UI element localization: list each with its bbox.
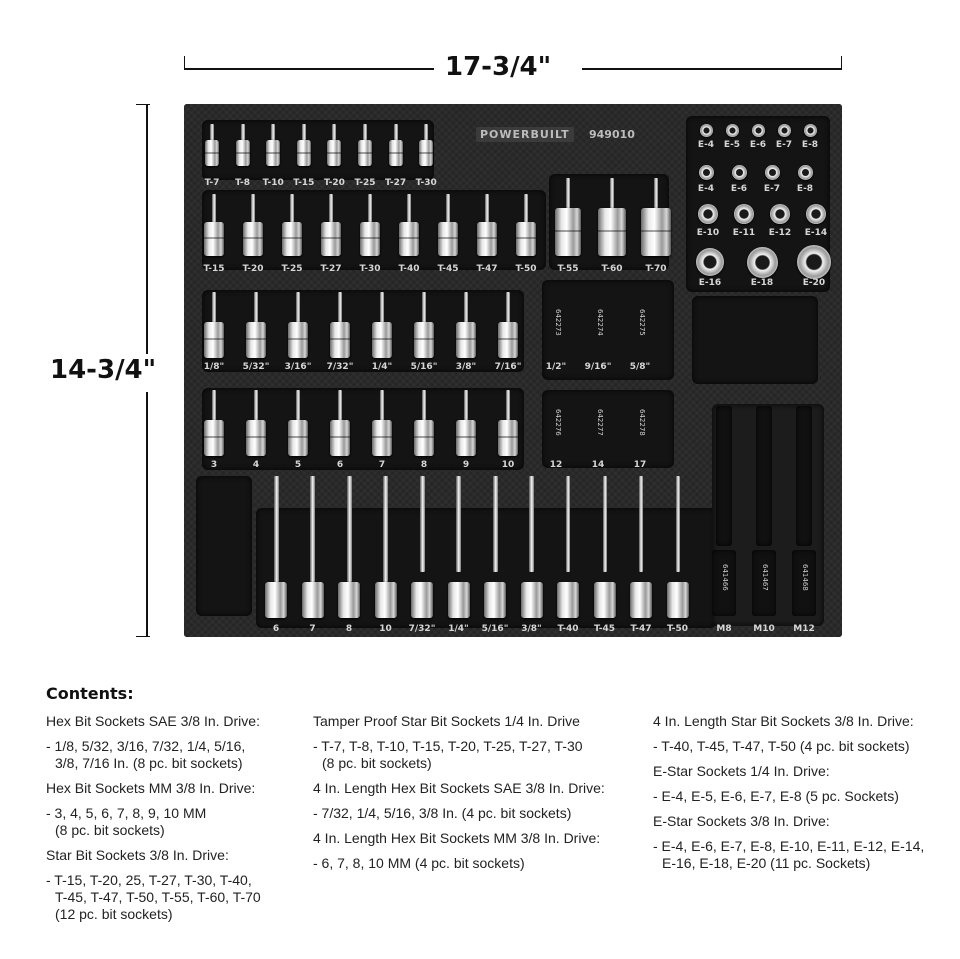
slot-code: 641466 — [721, 564, 729, 591]
foam-tray — [184, 104, 842, 637]
star-bit-groove — [438, 237, 458, 239]
slot-code: 642276 — [554, 409, 562, 436]
long-empty-groove — [716, 406, 732, 546]
bit-label: T-47 — [630, 624, 652, 634]
bit-label: 7/32" — [408, 624, 436, 634]
contents-column-2 — [313, 713, 633, 872]
e-star-socket — [806, 204, 826, 224]
e-star-socket — [698, 204, 718, 224]
slot-code: 641467 — [761, 564, 769, 591]
contents-heading: Tamper Proof Star Bit Sockets 1/4 In. Drive — [313, 713, 580, 729]
bit-label: 3 — [210, 460, 218, 470]
bit-label: 5 — [294, 460, 302, 470]
hex-sae-bit-shank — [338, 292, 342, 326]
long-bit-socket — [594, 582, 616, 618]
contents-line: - T-7, T-8, T-10, T-15, T-20, T-25, T-27, T-30 — [313, 738, 583, 754]
tamper-star-bit-groove — [205, 152, 219, 154]
contents-line: T-45, T-47, T-50, T-55, T-60, T-70 — [55, 889, 261, 905]
contents-column-3 — [653, 713, 953, 872]
star-bit-shank — [212, 194, 216, 224]
star-bit-groove — [360, 237, 380, 239]
hex-sae-bit-shank — [296, 292, 300, 326]
bit-label: 8 — [420, 460, 428, 470]
long-bit-shank — [529, 476, 534, 572]
bit-label: E-16 — [698, 278, 722, 288]
hex-mm-bit-groove — [414, 436, 434, 438]
bit-label: 3/16" — [284, 362, 312, 372]
bit-label: E-10 — [696, 228, 720, 238]
contents-item — [313, 805, 633, 822]
hex-mm-bit-shank — [380, 390, 384, 424]
long-bit-socket — [557, 582, 579, 618]
bit-label: T-45 — [593, 624, 616, 634]
long-bit-socket — [411, 582, 433, 618]
bit-label: E-7 — [763, 184, 781, 194]
slot-code: 642278 — [638, 409, 646, 436]
star-bit-shank — [251, 194, 255, 224]
long-bit-socket — [375, 582, 397, 618]
bit-label: E-7 — [775, 140, 793, 150]
contents-heading: 4 In. Length Star Bit Sockets 3/8 In. Drive: — [653, 713, 914, 729]
long-empty-groove — [796, 406, 812, 546]
bit-label: E-4 — [697, 140, 715, 150]
contents-line: - 1/8, 5/32, 3/16, 7/32, 1/4, 5/16, — [46, 738, 246, 754]
bit-label: E-6 — [749, 140, 767, 150]
bit-label: T-15 — [293, 178, 315, 188]
slot-code: 641468 — [801, 564, 809, 591]
bit-label: 3/8" — [521, 624, 542, 634]
hex-mm-bit-groove — [246, 436, 266, 438]
tamper-star-bit-groove — [327, 152, 341, 154]
contents-heading: E-Star Sockets 3/8 In. Drive: — [653, 813, 830, 829]
bit-label: T-55 — [557, 264, 579, 274]
hex-sae-bit-groove — [498, 338, 518, 340]
e-star-socket — [734, 204, 754, 224]
contents-item — [46, 805, 296, 839]
contents-item — [653, 738, 953, 755]
hex-mm-bit-shank — [422, 390, 426, 424]
bit-label: 6 — [336, 460, 344, 470]
hex-mm-bit-shank — [296, 390, 300, 424]
long-bit-socket — [484, 582, 506, 618]
long-bit-shank — [310, 476, 315, 582]
bit-label: T-40 — [398, 264, 420, 274]
contents-item — [313, 855, 633, 872]
star-bit-shank — [329, 194, 333, 224]
bit-label: 5/32" — [242, 362, 270, 372]
star-bit-groove — [243, 237, 263, 239]
bit-label: 12 — [549, 460, 563, 470]
long-empty-groove — [756, 406, 772, 546]
contents-line: (8 pc. bit sockets) — [55, 822, 165, 838]
bit-label: 5/16" — [410, 362, 438, 372]
e-star-socket — [778, 124, 791, 137]
bit-label: T-30 — [359, 264, 381, 274]
contents-line: - 7/32, 1/4, 5/16, 3/8 In. (4 pc. bit sockets) — [313, 805, 572, 821]
hex-mm-bit-shank — [464, 390, 468, 424]
bit-label: 7 — [309, 624, 316, 634]
star-bit-shank — [610, 178, 614, 210]
e-star-socket — [699, 165, 714, 180]
star-bit-socket — [641, 208, 671, 256]
e-star-socket — [747, 247, 778, 278]
bit-label: E-14 — [804, 228, 828, 238]
bit-label: T-27 — [320, 264, 342, 274]
bit-label: E-18 — [750, 278, 774, 288]
contents-line: - E-4, E-6, E-7, E-8, E-10, E-11, E-12, E-14, — [653, 838, 925, 854]
tamper-star-bit-groove — [236, 152, 250, 154]
bit-label: 9 — [462, 460, 470, 470]
contents-heading: Hex Bit Sockets SAE 3/8 In. Drive: — [46, 713, 260, 729]
star-bit-groove — [598, 230, 626, 232]
hex-sae-bit-shank — [506, 292, 510, 326]
e-star-socket — [732, 165, 747, 180]
contents-line: - 3, 4, 5, 6, 7, 8, 9, 10 MM — [46, 805, 207, 821]
hex-sae-bit-shank — [212, 292, 216, 326]
bit-label: 5/16" — [481, 624, 509, 634]
hex-sae-bit-shank — [422, 292, 426, 326]
bit-label: T-45 — [437, 264, 459, 274]
long-bit-shank — [456, 476, 461, 572]
long-bit-shank — [383, 476, 388, 582]
bit-label: E-12 — [768, 228, 792, 238]
tamper-star-bit-groove — [297, 152, 311, 154]
bit-label: T-25 — [354, 178, 376, 188]
hex-sae-bit-groove — [330, 338, 350, 340]
star-bit-shank — [407, 194, 411, 224]
contents-line: (8 pc. bit sockets) — [322, 755, 432, 771]
e-star-socket — [700, 124, 713, 137]
star-bit-shank — [524, 194, 528, 224]
hex-sae-bit-groove — [204, 338, 224, 340]
e-star-socket — [770, 204, 790, 224]
contents-line: - T-40, T-45, T-47, T-50 (4 pc. bit sockets) — [653, 738, 910, 754]
star-bit-shank — [485, 194, 489, 224]
bit-label: T-27 — [385, 178, 407, 188]
long-bit-socket — [448, 582, 470, 618]
bit-label: 7 — [378, 460, 386, 470]
bit-label: 6 — [272, 624, 280, 634]
bit-label: T-7 — [204, 178, 220, 188]
contents-title: Contents: — [46, 684, 134, 703]
contents-line: 3/8, 7/16 In. (8 pc. bit sockets) — [55, 755, 243, 771]
bit-label: T-30 — [415, 178, 437, 188]
bit-label: E-8 — [801, 140, 819, 150]
hex-sae-bit-groove — [414, 338, 434, 340]
bit-label: T-60 — [601, 264, 623, 274]
hex-sae-bit-groove — [288, 338, 308, 340]
brand-logo: POWERBUILT — [476, 127, 574, 142]
bit-label: 7/16" — [494, 362, 522, 372]
bit-label: 7/32" — [326, 362, 354, 372]
bit-label: T-50 — [666, 624, 689, 634]
long-bit-socket — [667, 582, 689, 618]
bit-label: 3/8" — [455, 362, 477, 372]
e-star-socket — [765, 165, 780, 180]
tamper-star-bit-groove — [266, 152, 280, 154]
tamper-star-bit-groove — [419, 152, 433, 154]
e-star-socket — [726, 124, 739, 137]
long-bit-socket — [521, 582, 543, 618]
height-label: 14-3/4" — [50, 355, 157, 385]
bit-label: E-8 — [796, 184, 814, 194]
contents-item — [46, 738, 296, 772]
width-label: 17-3/4" — [445, 52, 552, 82]
bit-label: T-20 — [323, 178, 345, 188]
bit-label: M12 — [793, 624, 815, 634]
bit-label: E-11 — [732, 228, 756, 238]
bit-label: E-6 — [730, 184, 748, 194]
e-star-socket — [798, 165, 813, 180]
hex-sae-bit-shank — [254, 292, 258, 326]
bit-label: T-15 — [203, 264, 225, 274]
star-bit-groove — [282, 237, 302, 239]
contents-line: - 6, 7, 8, 10 MM (4 pc. bit sockets) — [313, 855, 525, 871]
e-star-socket — [797, 245, 831, 279]
e-star-socket — [752, 124, 765, 137]
star-bit-shank — [446, 194, 450, 224]
contents-line: - T-15, T-20, 25, T-27, T-30, T-40, — [46, 872, 252, 888]
tamper-star-bit-groove — [358, 152, 372, 154]
long-bit-shank — [676, 476, 680, 572]
bit-label: 1/4" — [371, 362, 393, 372]
contents-column-1 — [46, 713, 296, 923]
contents-heading: Hex Bit Sockets MM 3/8 In. Drive: — [46, 780, 256, 796]
contents-heading: 4 In. Length Hex Bit Sockets MM 3/8 In. Drive: — [313, 830, 601, 846]
star-bit-groove — [204, 237, 224, 239]
hex-sae-bit-shank — [464, 292, 468, 326]
bit-label: E-4 — [697, 184, 715, 194]
hex-mm-bit-groove — [498, 436, 518, 438]
bit-label: E-20 — [802, 278, 826, 288]
hex-sae-bit-groove — [372, 338, 392, 340]
star-bit-groove — [477, 237, 497, 239]
bit-label: T-8 — [235, 178, 251, 188]
long-bit-socket — [265, 582, 287, 618]
bit-label: 5/8" — [629, 362, 651, 372]
bit-label: E-5 — [723, 140, 741, 150]
bit-label: 1/2" — [545, 362, 567, 372]
star-bit-groove — [399, 237, 419, 239]
hex-sae-bit-groove — [456, 338, 476, 340]
star-bit-shank — [566, 178, 570, 210]
contents-line: (12 pc. bit sockets) — [55, 906, 173, 922]
bit-label: T-70 — [645, 264, 667, 274]
empty-pocket — [692, 296, 818, 384]
long-bit-shank — [420, 476, 425, 572]
star-bit-groove — [555, 230, 581, 232]
slot-code: 642275 — [638, 309, 646, 336]
bit-label: 1/8" — [203, 362, 225, 372]
hex-mm-bit-shank — [212, 390, 216, 424]
slot-code: 642274 — [596, 309, 604, 336]
long-bit-shank — [603, 476, 607, 572]
long-bit-socket — [302, 582, 324, 618]
hex-mm-bit-shank — [506, 390, 510, 424]
contents-heading: Star Bit Sockets 3/8 In. Drive: — [46, 847, 229, 863]
long-bit-socket — [338, 582, 360, 618]
bit-label: 10 — [501, 460, 515, 470]
long-bit-shank — [566, 476, 570, 572]
hex-mm-bit-groove — [288, 436, 308, 438]
hex-mm-bit-groove — [204, 436, 224, 438]
long-bit-shank — [347, 476, 352, 582]
star-bit-groove — [321, 237, 341, 239]
bit-label: 14 — [591, 460, 605, 470]
bit-label: T-47 — [476, 264, 498, 274]
bit-label: T-10 — [262, 178, 284, 188]
contents-line: - E-4, E-5, E-6, E-7, E-8 (5 pc. Sockets) — [653, 788, 899, 804]
star-bit-groove — [641, 230, 671, 232]
bit-label: T-20 — [242, 264, 264, 274]
contents-item — [313, 738, 633, 772]
slot-code: 642273 — [554, 309, 562, 336]
long-bit-shank — [274, 476, 279, 582]
hex-mm-bit-groove — [456, 436, 476, 438]
model-number: 949010 — [589, 128, 635, 141]
contents-heading: 4 In. Length Hex Bit Sockets SAE 3/8 In. Drive: — [313, 780, 605, 796]
star-bit-shank — [654, 178, 658, 210]
long-bit-socket — [630, 582, 652, 618]
bit-label: 1/4" — [448, 624, 469, 634]
hex-mm-bit-shank — [338, 390, 342, 424]
bit-label: T-50 — [515, 264, 537, 274]
bit-label: 17 — [633, 460, 647, 470]
bit-label: 10 — [379, 624, 392, 634]
long-bit-shank — [639, 476, 643, 572]
empty-pocket-left — [196, 476, 252, 616]
bit-label: 8 — [345, 624, 353, 634]
bit-label: M10 — [753, 624, 775, 634]
contents-item — [653, 788, 953, 805]
contents-item — [46, 872, 296, 923]
bit-label: 4 — [252, 460, 260, 470]
hex-sae-bit-shank — [380, 292, 384, 326]
hex-mm-bit-groove — [330, 436, 350, 438]
star-bit-shank — [290, 194, 294, 224]
star-bit-socket — [598, 208, 626, 256]
contents-item — [653, 838, 953, 872]
hex-mm-bit-groove — [372, 436, 392, 438]
bit-label: M8 — [716, 624, 732, 634]
contents-line: E-16, E-18, E-20 (11 pc. Sockets) — [662, 855, 871, 871]
star-bit-groove — [516, 237, 536, 239]
bit-label: T-40 — [557, 624, 579, 634]
e-star-socket — [696, 248, 724, 276]
long-bit-shank — [493, 476, 498, 572]
star-bit-socket — [555, 208, 581, 256]
bit-label: 9/16" — [584, 362, 612, 372]
hex-mm-bit-shank — [254, 390, 258, 424]
contents-heading: E-Star Sockets 1/4 In. Drive: — [653, 763, 830, 779]
e-star-socket — [804, 124, 817, 137]
star-bit-shank — [368, 194, 372, 224]
slot-code: 642277 — [596, 409, 604, 436]
hex-sae-bit-groove — [246, 338, 266, 340]
tamper-star-bit-groove — [389, 152, 403, 154]
bit-label: T-25 — [281, 264, 303, 274]
